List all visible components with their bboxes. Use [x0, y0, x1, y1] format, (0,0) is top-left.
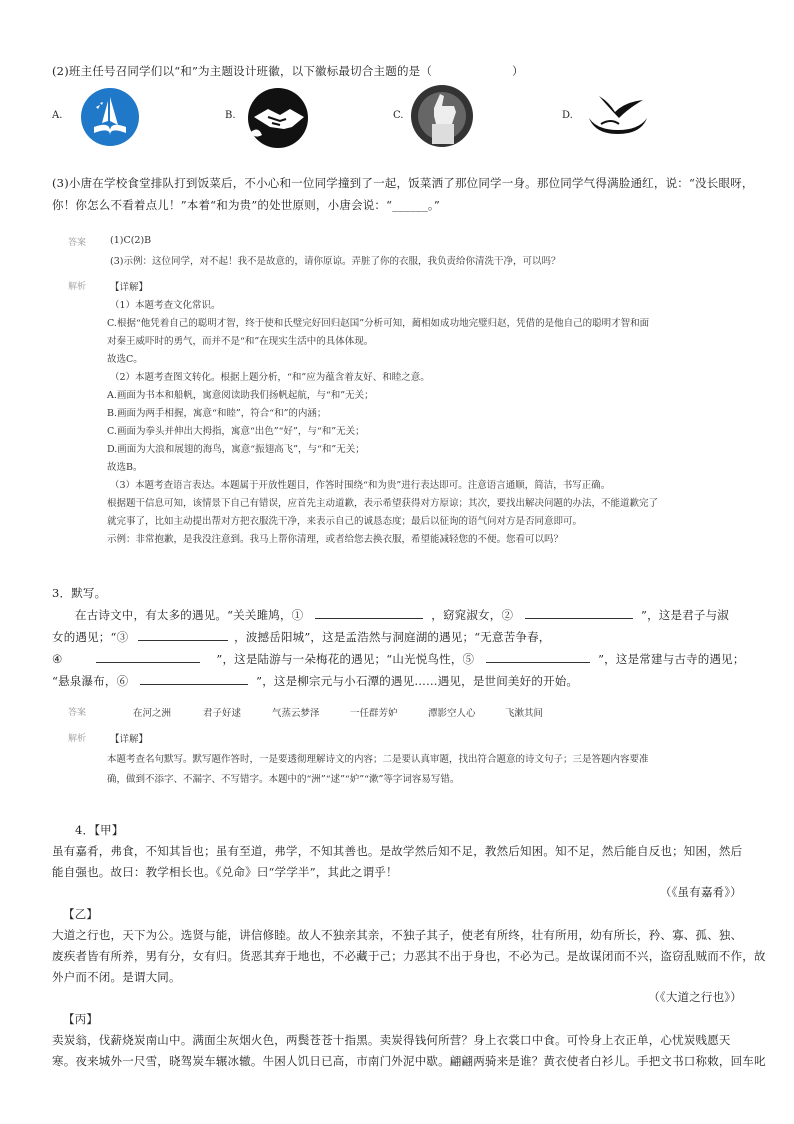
q3-text: ”，这是柳宗元与小石潭的遇见……遇见，是世间美好的开始。	[256, 674, 579, 688]
passage-yi-line: 外户而不闭。是谓大同。	[52, 970, 181, 984]
book-sail-logo-icon	[80, 87, 140, 147]
explanation-line: 故选C。	[107, 354, 143, 365]
q3-text: ”，这是常建与古寺的遇见；	[598, 652, 745, 666]
blank-5[interactable]	[486, 650, 590, 663]
option-b-label: B.	[225, 110, 236, 121]
blank-1[interactable]	[315, 606, 423, 619]
passage-jia-line: 虽有嘉肴，弗食，不知其旨也；虽有至道，弗学，不知其善也。是故学然后知不足，教然后知困。知不足，然后能自反也；知困，然后	[52, 844, 743, 858]
explanation-line: 确，做到不添字、不漏字、不写错字。本题中的“洲”“逑”“妒”“漱”等字词容易写错。	[107, 774, 460, 785]
option-d-label: D.	[562, 110, 573, 121]
passage-bing-title: 【丙】	[63, 1012, 99, 1026]
answer-item: 在河之洲	[133, 708, 172, 719]
q3-line4	[52, 672, 578, 689]
q2-3-line2: 你！你怎么不看着点儿！”本着“和为贵”的处世原则，小唐会说：“______。”	[52, 198, 440, 212]
passage-jia-line: 能自强也。故曰：教学相长也。《兑命》曰“学学半”，其此之谓乎！	[52, 865, 398, 879]
passage-bing-line: 卖炭翁，伐薪烧炭南山中。满面尘灰烟火色，两鬓苍苍十指黑。卖炭得钱何所营？身上衣裳口中食。可怜身上衣正单，心忧炭贱愿天	[52, 1033, 731, 1047]
explanation-line: 【详解】	[110, 734, 149, 745]
answer-item: 一任群芳妒	[350, 708, 398, 719]
q3-text: 女的遇见；“③	[52, 630, 129, 644]
explanation-line: 【详解】	[110, 282, 149, 293]
q2-3-line1: (3)小唐在学校食堂排队打到饭菜后，不小心和一位同学撞到了一起，饭菜洒了那位同学一身。那位同学气得满脸通红，说：“没长眼呀，	[52, 176, 754, 190]
answer-item: 气蒸云梦泽	[272, 708, 320, 719]
answer-item: 潭影空人心	[428, 708, 476, 719]
passage-yi-line: 大道之行也，天下为公。选贤与能，讲信修睦。故人不独亲其亲，不独子其子，使老有所终，壮有所用，幼有所长，矜、寡、孤、独、	[52, 928, 743, 942]
q3-text: ”，这是陆游与一朵梅花的遇见；“山光悦鸟性，⑤	[216, 652, 475, 666]
passage-yi-source: （《大道之行也》）	[648, 990, 742, 1004]
explanation-line: C.根据“他凭着自己的聪明才智，终于使和氏璧完好回归赵国”分析可知，蔺相如成功地完璧归赵，凭借的是他自己的聪明才智和面	[107, 318, 650, 329]
passage-yi-line: 废疾者皆有所养，男有分，女有归。货恶其弃于地也，不必藏于己；力恶其不出于身也，不必为己。是故谋闭而不兴，盗窃乱贼而不作，故	[52, 949, 766, 963]
answer-line: (1)C(2)B	[110, 235, 152, 246]
q2-question-text: (2)班主任号召同学们以“和”为主题设计班徽，以下徽标最切合主题的是（	[52, 64, 433, 78]
blank-3[interactable]	[138, 628, 228, 641]
passage-yi-title: 【乙】	[63, 907, 99, 921]
explanation-line: 根据题干信息可知，该情景下自己有错误，应首先主动道歉，表示希望获得对方原谅；其次，要找出解决问题的办法，不能道歉完了	[107, 498, 659, 509]
q3-title: 3．默写。	[52, 586, 107, 600]
explanation-line: 示例：非常抱歉，是我没注意到。我马上帮你清理，或者给您去换衣服，希望能减轻您的不便。您看可以吗？	[107, 534, 564, 545]
seabird-wave-logo-icon	[585, 88, 651, 142]
blank-6[interactable]	[140, 672, 248, 685]
q2-question	[52, 63, 524, 79]
q3-text: ”，这是君子与淑	[641, 608, 729, 622]
q3-text: ，窈窕淑女，②	[431, 608, 514, 622]
q2-close: ）	[512, 64, 524, 78]
q3-text: “悬泉瀑布，⑥	[52, 674, 129, 688]
q3-line2	[52, 628, 551, 645]
answer-line: (3)示例：这位同学，对不起！我不是故意的，请你原谅。弄脏了你的衣服，我负责给你清洗干净，可以吗？	[110, 256, 561, 267]
answer-item: 君子好逑	[203, 708, 242, 719]
handshake-logo-icon	[246, 87, 310, 149]
explanation-line: D.画面为大浪和展翅的海鸟，寓意“振翅高飞”，与“和”无关；	[107, 444, 365, 455]
option-a-label: A.	[52, 110, 63, 121]
explanation-label: 解析	[68, 282, 87, 292]
explanation-line: 本题考查名句默写。默写题作答时，一是要透彻理解诗文的内容；二是要认真审题，找出符合题意的诗文句子；三是答题内容要准	[107, 754, 649, 765]
explanation-line: （3）本题考查语言表达。本题属于开放性题目，作答时围绕“和为贵”进行表达即可。注意语言通顺，简洁，书写正确。	[110, 480, 611, 491]
thumbs-up-logo-icon	[410, 84, 474, 148]
explanation-label: 解析	[68, 734, 87, 744]
q3-text: ④	[52, 652, 63, 666]
answer-label: 答案	[68, 238, 87, 248]
passage-jia-source: （《虽有嘉肴》）	[659, 885, 742, 899]
explanation-line: （2）本题考查图文转化。根据上题分析，“和”应为蕴含着友好、和睦之意。	[110, 372, 430, 383]
explanation-line: 对秦王威吓时的勇气，而并不是“和”在现实生活中的具体体现。	[107, 336, 374, 347]
blank-4[interactable]	[96, 650, 200, 663]
answer-label: 答案	[68, 708, 87, 718]
q3-line1	[75, 606, 729, 623]
q3-text: ，波撼岳阳城”，这是孟浩然与洞庭湖的遇见；“无意苦争春，	[234, 630, 551, 644]
explanation-line: C.画面为拳头并伸出大拇指，寓意“出色”“好”，与“和”无关；	[107, 426, 365, 437]
q3-line3	[52, 650, 745, 667]
option-c-label: C.	[393, 110, 404, 121]
blank-2[interactable]	[525, 606, 633, 619]
passage-bing-line: 寒。夜来城外一尺雪，晓驾炭车辗冰辙。牛困人饥日已高，市南门外泥中歇。翩翩两骑来是谁？黄衣使者白衫儿。手把文书口称敕，回车叱	[52, 1054, 766, 1068]
explanation-line: 就完事了，比如主动提出帮对方把衣服洗干净，来表示自己的诚恳态度；最后以征询的语气问对方是否同意即可。	[107, 516, 583, 527]
q3-text: 在古诗文中，有太多的遇见。“关关雎鸠，①	[75, 608, 304, 622]
q4-title: 4．【甲】	[75, 823, 124, 837]
explanation-line: A.画面为书本和船帆，寓意阅读助我们扬帆起航，与“和”无关；	[107, 390, 374, 401]
explanation-line: 故选B。	[107, 462, 143, 473]
explanation-line: （1）本题考查文化常识。	[110, 300, 221, 311]
answer-item: 飞漱其间	[505, 708, 544, 719]
explanation-line: B.画面为两手相握，寓意“和睦”，符合“和”的内涵；	[107, 408, 327, 419]
